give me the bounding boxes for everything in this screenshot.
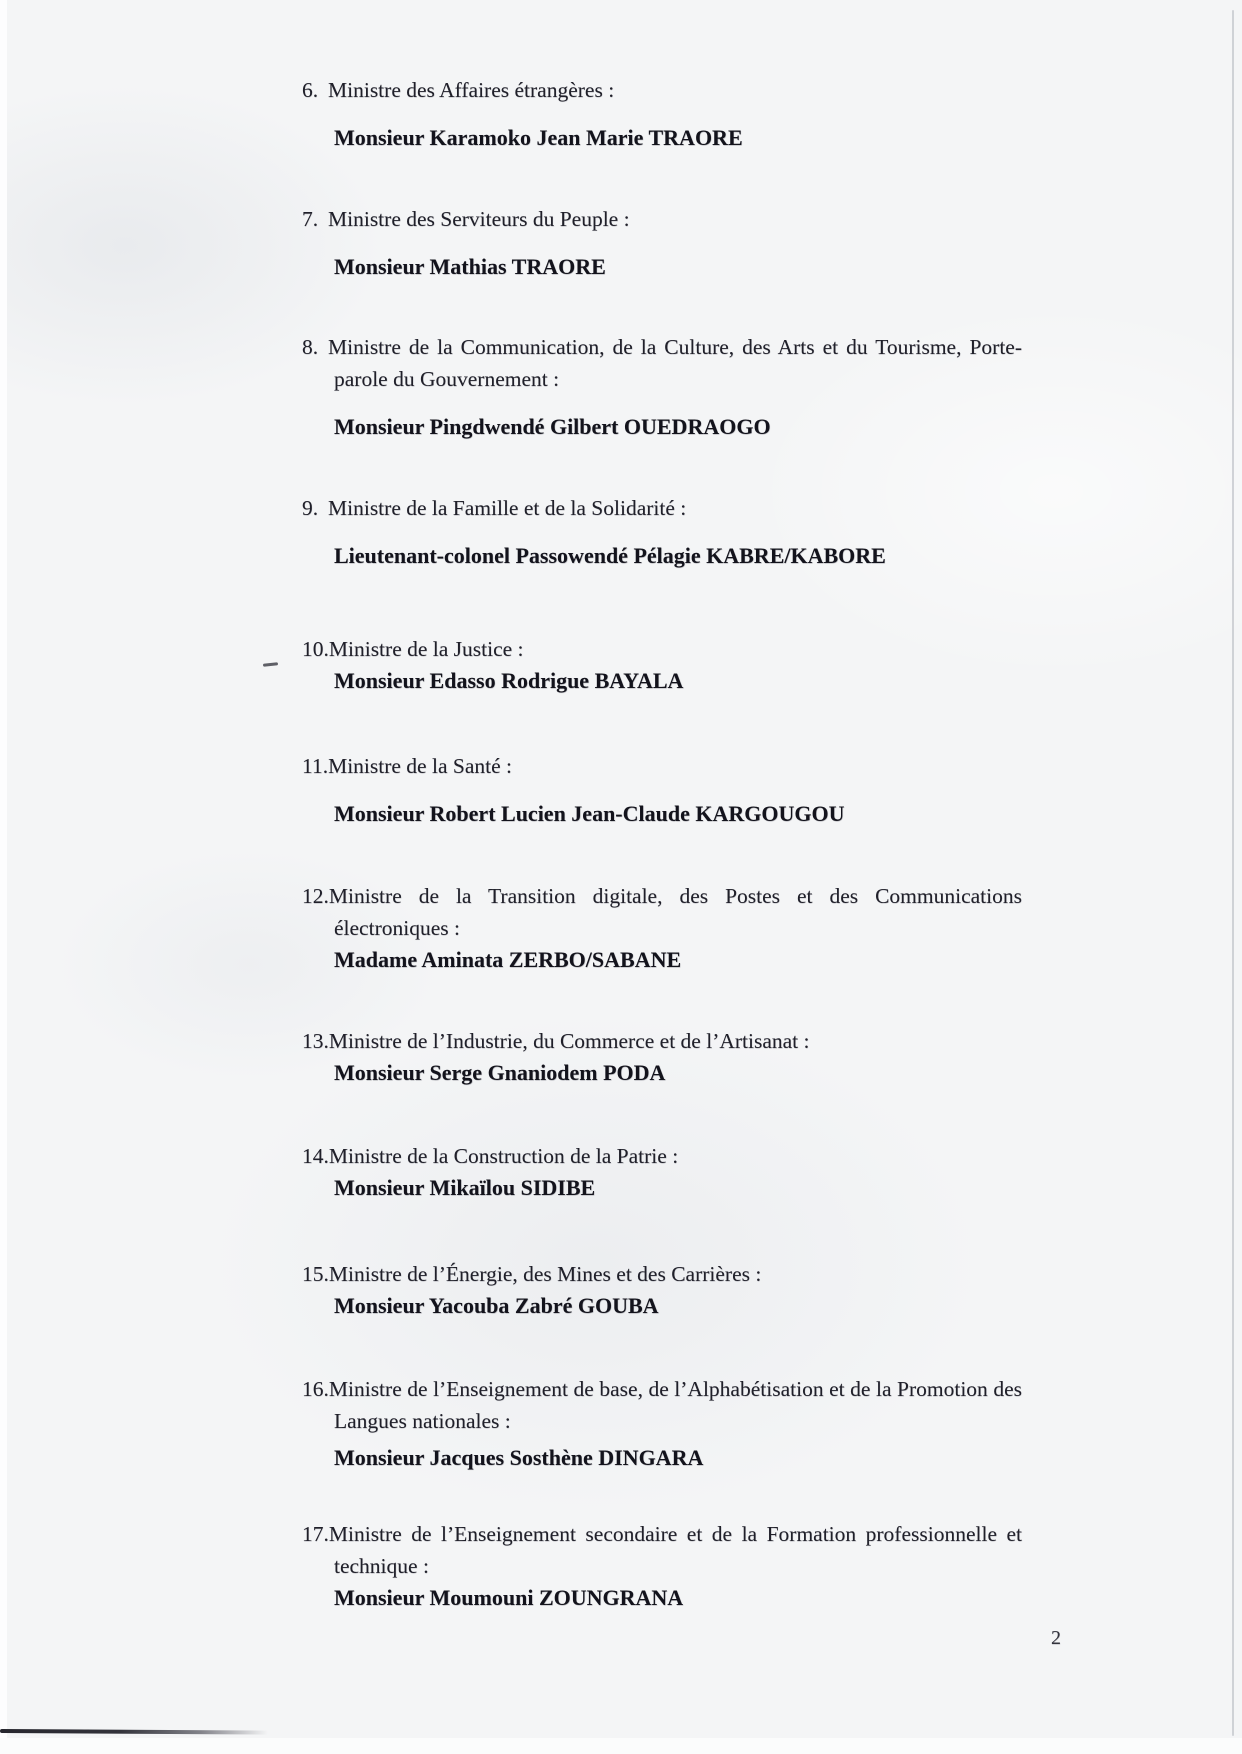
minister-title (302, 203, 1022, 235)
minister-title (302, 633, 1022, 665)
minister-title (302, 750, 1022, 782)
page-number: 2 (1051, 1627, 1061, 1649)
minister-name: Madame Aminata ZERBO/SABANE (334, 947, 682, 972)
minister-title (302, 492, 1022, 524)
minister-title-text: Ministre de la Famille et de la Solidarité : (328, 496, 687, 520)
minister-title-text: Ministre de l’Enseignement de base, de l’Alphabétisation et de la Promotion des Langues nationales : (328, 1377, 1022, 1433)
minister-title (302, 880, 1022, 944)
minister-item (302, 1140, 1022, 1204)
minister-number: 6. (302, 78, 319, 102)
minister-title-text: Ministre de la Communication, de la Culture, des Arts et du Tourisme, Porte-parole du Gouvernement : (328, 335, 1022, 391)
minister-title-text: Ministre de la Justice : (328, 637, 524, 661)
minister-number: 17. (302, 1522, 329, 1546)
minister-number: 16. (302, 1377, 329, 1401)
minister-title (302, 1025, 1022, 1057)
minister-title-text: Ministre de la Transition digitale, des Postes et des Communications électroniques : (328, 884, 1022, 940)
minister-title (302, 1373, 1022, 1437)
minister-title (302, 74, 1022, 106)
minister-number: 10. (302, 637, 329, 661)
minister-name: Monsieur Yacouba Zabré GOUBA (334, 1293, 659, 1318)
scan-right-edge-line (1232, 10, 1234, 1736)
minister-name: Monsieur Moumouni ZOUNGRANA (334, 1585, 684, 1610)
minister-name: Monsieur Mikaïlou SIDIBE (334, 1175, 596, 1200)
minister-title-text: Ministre de la Construction de la Patrie : (328, 1144, 679, 1168)
minister-number: 12. (302, 884, 329, 908)
minister-title-text: Ministre de l’Énergie, des Mines et des Carrières : (328, 1262, 762, 1286)
minister-number: 15. (302, 1262, 329, 1286)
minister-item (302, 203, 1022, 283)
minister-item (302, 331, 1022, 443)
minister-title (302, 1140, 1022, 1172)
minister-title-text: Ministre des Serviteurs du Peuple : (328, 207, 630, 231)
scan-bottom-strip (0, 1738, 1242, 1754)
minister-item (302, 74, 1022, 154)
minister-number: 9. (302, 496, 319, 520)
minister-title (302, 1518, 1022, 1582)
minister-name: Monsieur Robert Lucien Jean-Claude KARGOUGOU (334, 801, 845, 826)
minister-title (302, 331, 1022, 395)
minister-name: Lieutenant-colonel Passowendé Pélagie KABRE/KABORE (334, 543, 886, 568)
minister-number: 14. (302, 1144, 329, 1168)
minister-title (302, 1258, 1022, 1290)
minister-name: Monsieur Edasso Rodrigue BAYALA (334, 668, 684, 693)
minister-item (302, 1025, 1022, 1089)
minister-item (302, 880, 1022, 976)
minister-name: Monsieur Serge Gnaniodem PODA (334, 1060, 666, 1085)
minister-name: Monsieur Mathias TRAORE (334, 254, 606, 279)
minister-title-text: Ministre de l’Enseignement secondaire et de la Formation professionnelle et technique : (328, 1522, 1022, 1578)
minister-title-text: Ministre de l’Industrie, du Commerce et de l’Artisanat : (328, 1029, 810, 1053)
minister-number: 13. (302, 1029, 329, 1053)
minister-number: 11. (302, 754, 329, 778)
minister-item (302, 1258, 1022, 1322)
minister-item (302, 1518, 1022, 1614)
minister-number: 7. (302, 207, 319, 231)
scan-left-edge (0, 0, 7, 1754)
minister-item (302, 633, 1022, 697)
minister-title-text: Ministre des Affaires étrangères : (328, 78, 615, 102)
minister-item (302, 492, 1022, 572)
minister-name: Monsieur Karamoko Jean Marie TRAORE (334, 125, 743, 150)
minister-number: 8. (302, 335, 319, 359)
minister-item (302, 750, 1022, 830)
minister-item (302, 1373, 1022, 1474)
minister-name: Monsieur Jacques Sosthène DINGARA (334, 1445, 704, 1470)
minister-name: Monsieur Pingdwendé Gilbert OUEDRAOGO (334, 414, 771, 439)
minister-title-text: Ministre de la Santé : (328, 754, 512, 778)
